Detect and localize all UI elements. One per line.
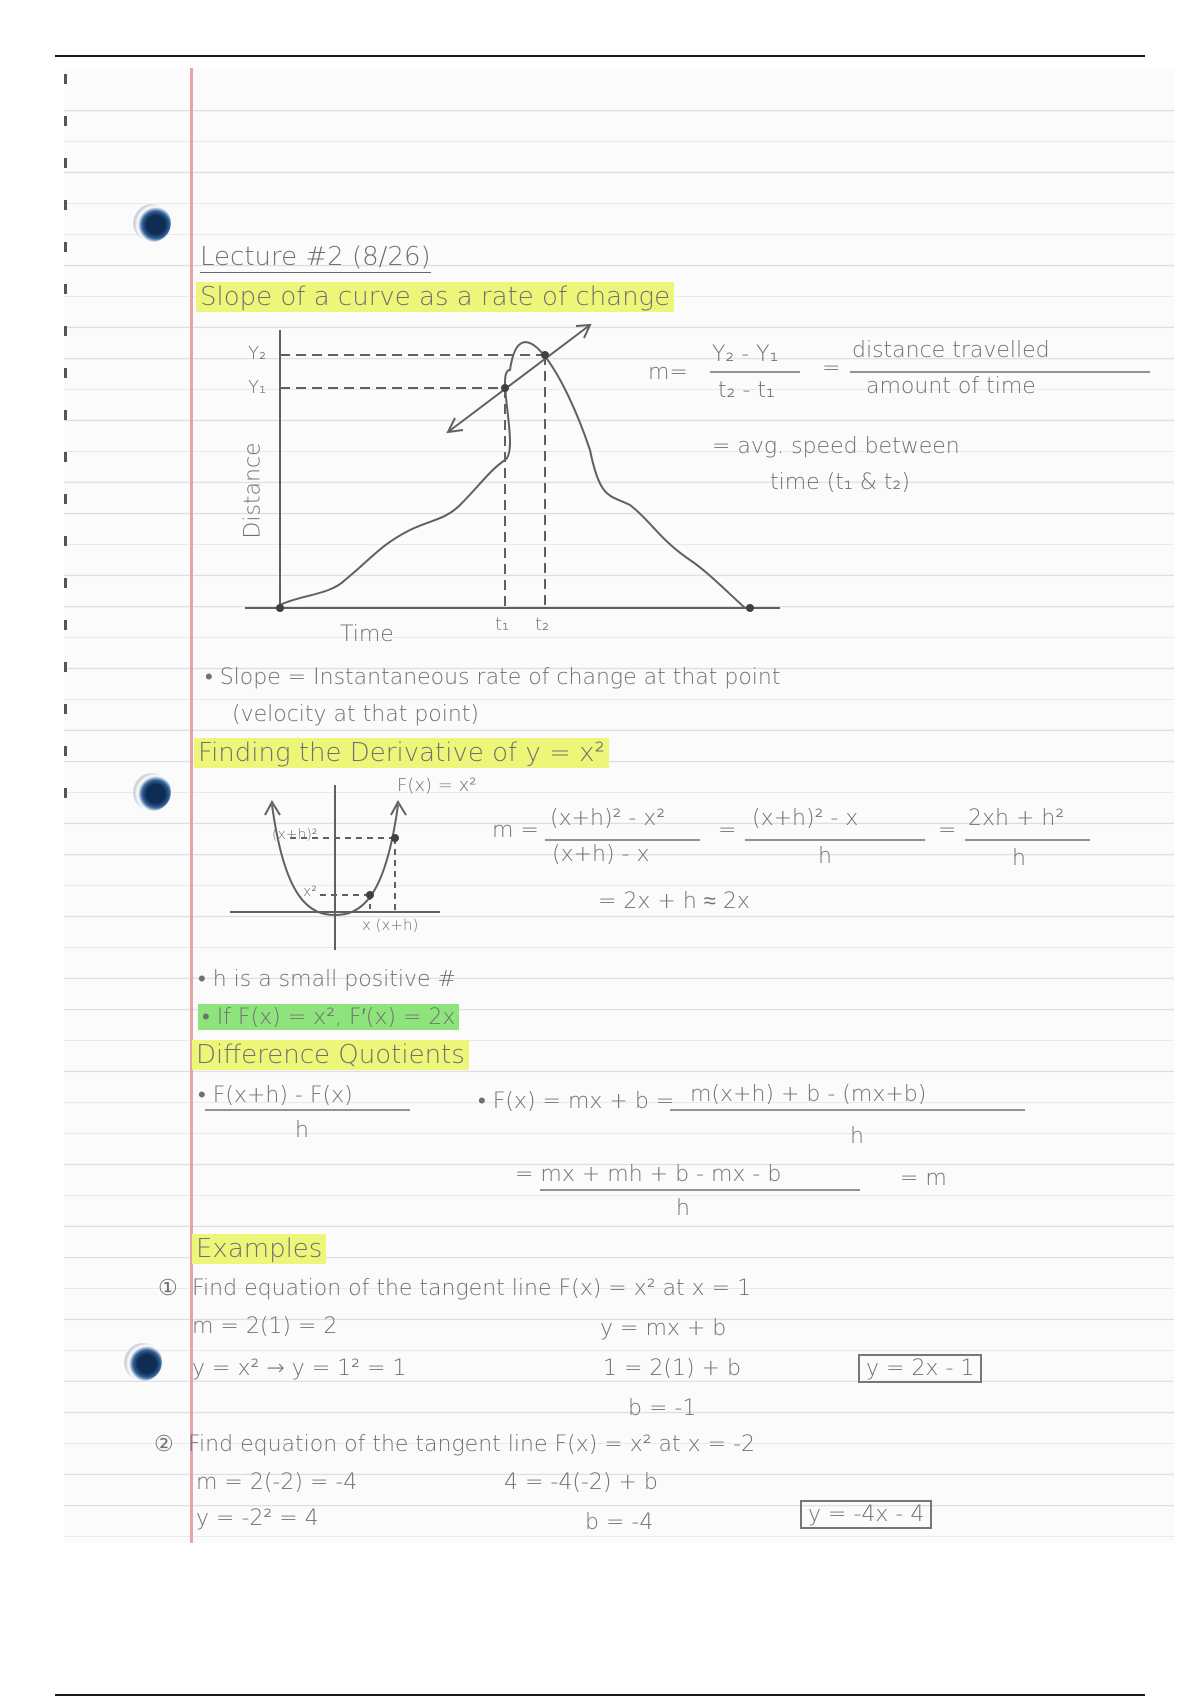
avg-speed-1: = avg. speed between bbox=[712, 434, 960, 459]
slope-den: t₂ - t₁ bbox=[718, 378, 775, 403]
slope-num: Y₂ - Y₁ bbox=[712, 342, 779, 367]
dq-step-num: = mx + mh + b - mx - b bbox=[515, 1162, 782, 1187]
parabola-point-2 bbox=[391, 834, 399, 842]
slope-den2: amount of time bbox=[866, 374, 1036, 399]
deriv-den2: h bbox=[818, 844, 832, 869]
t1-label: t₁ bbox=[495, 614, 510, 635]
secant-line bbox=[448, 325, 590, 432]
note-slope-2: (velocity at that point) bbox=[232, 702, 480, 727]
y1-label: Y₁ bbox=[248, 377, 267, 398]
parabola-label: F(x) = x² bbox=[397, 775, 477, 796]
example-1-number: ① bbox=[158, 1276, 178, 1301]
example-1-line-form: y = mx + b bbox=[600, 1316, 727, 1341]
example-2-substitute: 4 = -4(-2) + b bbox=[504, 1470, 658, 1495]
example-1-y: y = x² → y = 1² = 1 bbox=[192, 1356, 407, 1381]
t2-label: t₂ bbox=[535, 614, 550, 635]
slope-eq: = bbox=[822, 356, 841, 381]
example-2-y: y = -2² = 4 bbox=[196, 1506, 319, 1531]
xh2-label: (x+h)² bbox=[272, 827, 318, 843]
point-1 bbox=[501, 384, 509, 392]
deriv-den3: h bbox=[1012, 846, 1026, 871]
y-axis-label: Distance bbox=[240, 442, 266, 539]
y2-label: Y₂ bbox=[248, 343, 267, 364]
deriv-den1: (x+h) - x bbox=[552, 842, 650, 867]
x-axis-label: Time bbox=[340, 622, 394, 647]
dq-right: • F(x) = mx + b = bbox=[478, 1089, 675, 1114]
dq-left-den: h bbox=[295, 1118, 309, 1143]
note-if: • If F(x) = x², F′(x) = 2x bbox=[198, 1004, 459, 1030]
deriv-eq2: = bbox=[938, 818, 957, 843]
deriv-num1: (x+h)² - x² bbox=[550, 806, 666, 831]
distance-time-graph bbox=[245, 325, 780, 610]
dq-right-num: m(x+h) + b - (mx+b) bbox=[690, 1082, 927, 1107]
deriv-result: = 2x + h ≈ 2x bbox=[598, 889, 750, 914]
point-2 bbox=[541, 351, 549, 359]
note-slope-1: • Slope = Instantaneous rate of change at that point bbox=[205, 665, 781, 690]
example-1-prompt: Find equation of the tangent line F(x) = x² at x = 1 bbox=[192, 1276, 752, 1301]
avg-speed-2: time (t₁ & t₂) bbox=[770, 470, 910, 495]
x-ticks-label: x (x+h) bbox=[362, 916, 419, 934]
example-1-substitute: 1 = 2(1) + b bbox=[603, 1356, 741, 1381]
slope-num2: distance travelled bbox=[852, 338, 1050, 363]
origin-point bbox=[276, 604, 284, 612]
heading-examples: Examples bbox=[192, 1234, 326, 1264]
example-2-prompt: Find equation of the tangent line F(x) = x² at x = -2 bbox=[188, 1432, 756, 1457]
deriv-num2: (x+h)² - x bbox=[752, 806, 859, 831]
example-2-intercept: b = -4 bbox=[585, 1510, 654, 1535]
example-2-number: ② bbox=[154, 1432, 174, 1457]
deriv-m: m = bbox=[492, 818, 539, 843]
x2-label: x² bbox=[303, 884, 317, 900]
example-2-answer: y = -4x - 4 bbox=[800, 1500, 932, 1529]
heading-difference-quotients: Difference Quotients bbox=[192, 1040, 469, 1070]
example-2-slope: m = 2(-2) = -4 bbox=[196, 1470, 358, 1495]
heading-derivative: Finding the Derivative of y = x² bbox=[194, 738, 609, 768]
dq-result: = m bbox=[900, 1166, 947, 1191]
note-h: • h is a small positive # bbox=[198, 967, 456, 992]
deriv-eq1: = bbox=[718, 818, 737, 843]
deriv-num3: 2xh + h² bbox=[968, 806, 1065, 831]
dq-right-den: h bbox=[850, 1124, 864, 1149]
lecture-title: Lecture #2 (8/26) bbox=[200, 242, 431, 272]
heading-slope: Slope of a curve as a rate of change bbox=[196, 282, 674, 312]
parabola-point-1 bbox=[366, 891, 374, 899]
example-1-slope: m = 2(1) = 2 bbox=[192, 1314, 338, 1339]
slope-m: m= bbox=[648, 360, 688, 385]
example-1-answer: y = 2x - 1 bbox=[858, 1354, 982, 1383]
dq-step-den: h bbox=[676, 1196, 690, 1221]
end-point bbox=[746, 604, 754, 612]
example-1-intercept: b = -1 bbox=[628, 1396, 697, 1421]
dq-left-num: • F(x+h) - F(x) bbox=[198, 1083, 353, 1108]
